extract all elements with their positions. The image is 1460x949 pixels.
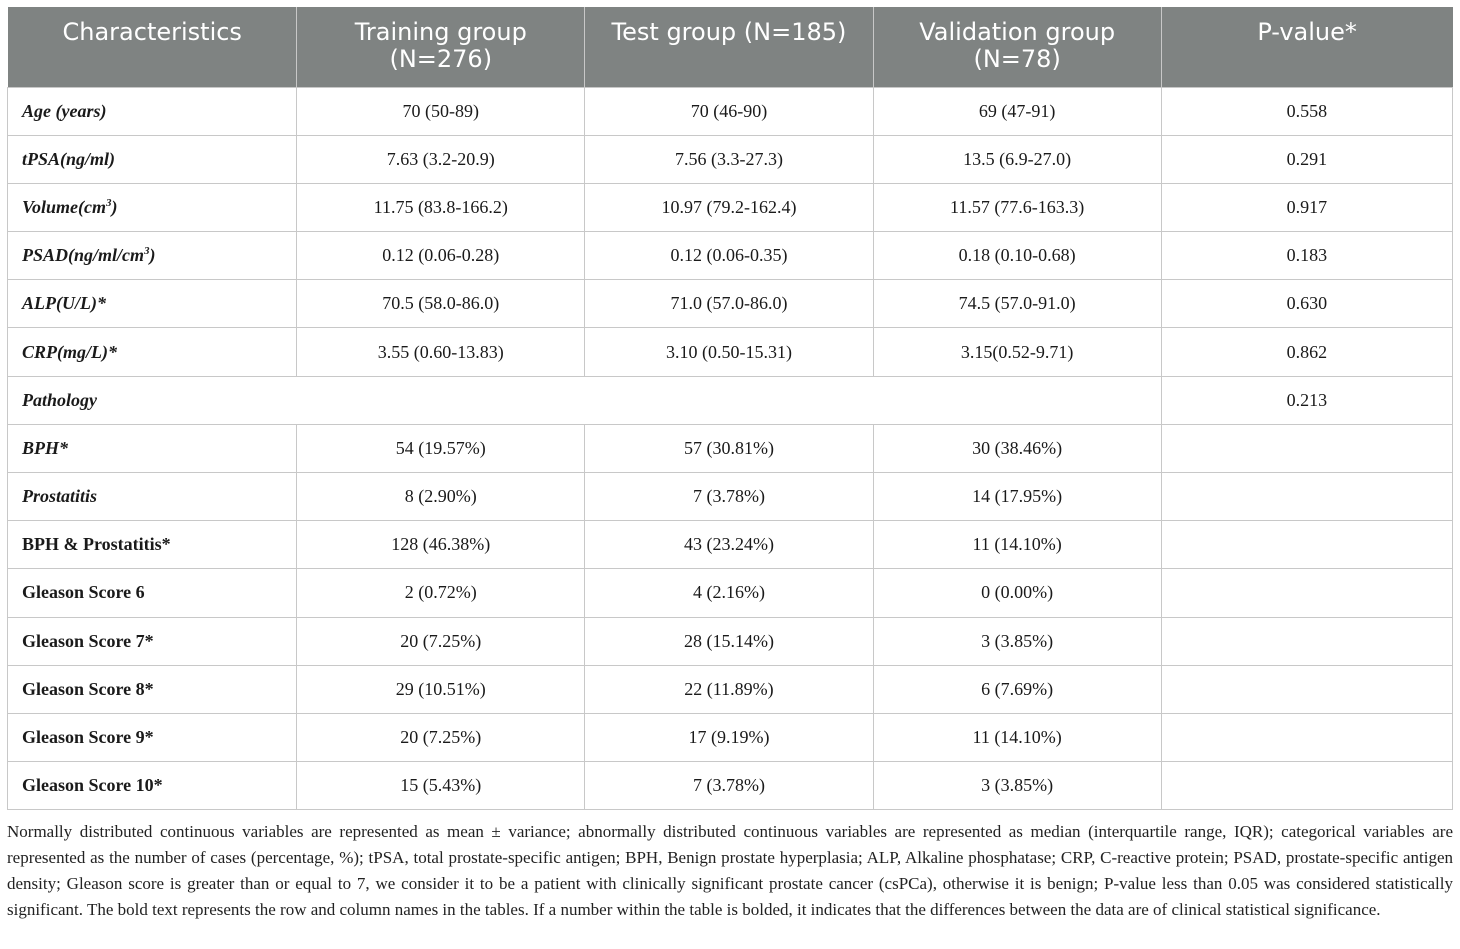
row-label: $Volume(cm^3)$ [8, 183, 297, 231]
cell-validation: 3 (3.85%) [873, 762, 1161, 810]
row-label: Gleason Score 9* [8, 713, 297, 761]
table-row [8, 473, 1453, 521]
table-row [8, 183, 1453, 231]
cell-validation: 6 (7.69%) [873, 665, 1161, 713]
row-label: Pathology [8, 376, 1162, 424]
cell-training: 20 (7.25%) [297, 617, 585, 665]
cell-training: 0.12 (0.06-0.28) [297, 232, 585, 280]
cell-test: 71.0 (57.0-86.0) [585, 280, 873, 328]
table-row [8, 713, 1453, 761]
cell-test: 70 (46-90) [585, 87, 873, 135]
cell-validation: 11.57 (77.6-163.3) [873, 183, 1161, 231]
cell-test: 57 (30.81%) [585, 424, 873, 472]
table-row-pathology [8, 376, 1453, 424]
cell-test: 28 (15.14%) [585, 617, 873, 665]
cell-p-value: 0.213 [1161, 376, 1452, 424]
table-body [8, 87, 1453, 810]
table-row [8, 569, 1453, 617]
cell-p-value [1161, 521, 1452, 569]
table-row [8, 328, 1453, 376]
cell-training: 15 (5.43%) [297, 762, 585, 810]
cell-training: 29 (10.51%) [297, 665, 585, 713]
cell-training: 3.55 (0.60-13.83) [297, 328, 585, 376]
cell-validation: 74.5 (57.0-91.0) [873, 280, 1161, 328]
cell-training: 128 (46.38%) [297, 521, 585, 569]
cell-p-value [1161, 617, 1452, 665]
table-footnote: Normally distributed continuous variables are represented as mean ± variance; abnormally distributed continuous variables are represented as median (interquartile range, IQR); categorical variables are represented as the number of cases (percentage, %); tPSA, total prostate-specific antigen; BPH, Benign prostate hyperplasia; ALP, Alkaline phosphatase; CRP, C-reactive protein; PSAD, prostate-specific antigen density; Gleason score is greater than or equal to 7, we consider it to be a patient with clinically significant prostate cancer (csPCa), otherwise it is benign; P-value less than 0.05 was considered statistically significant. The bold text represents the row and column names in the tables. If a number within the table is bolded, it indicates that the differences between the data are of clinical statistical significance. [7, 822, 1453, 919]
cell-test: 0.12 (0.06-0.35) [585, 232, 873, 280]
row-label: Prostatitis [8, 473, 297, 521]
table-row [8, 665, 1453, 713]
cell-training: 70 (50-89) [297, 87, 585, 135]
row-label: Gleason Score 6 [8, 569, 297, 617]
row-label: CRP(mg/L)* [8, 328, 297, 376]
cell-p-value [1161, 762, 1452, 810]
header-characteristics: Characteristics [8, 7, 297, 87]
table-row [8, 232, 1453, 280]
cell-test: 17 (9.19%) [585, 713, 873, 761]
cell-p-value: 0.862 [1161, 328, 1452, 376]
cell-validation: 0.18 (0.10-0.68) [873, 232, 1161, 280]
cell-test: 4 (2.16%) [585, 569, 873, 617]
table-header [8, 7, 1453, 87]
table-row [8, 521, 1453, 569]
cell-test: 7.56 (3.3-27.3) [585, 135, 873, 183]
table-row [8, 762, 1453, 810]
cell-validation: 14 (17.95%) [873, 473, 1161, 521]
row-label: $PSAD(ng/ml/cm^3)$ [8, 232, 297, 280]
cell-p-value [1161, 569, 1452, 617]
row-label: Gleason Score 8* [8, 665, 297, 713]
cell-validation: 0 (0.00%) [873, 569, 1161, 617]
cell-validation: 3.15(0.52-9.71) [873, 328, 1161, 376]
cell-p-value: 0.183 [1161, 232, 1452, 280]
cell-test: 7 (3.78%) [585, 762, 873, 810]
cell-validation: 13.5 (6.9-27.0) [873, 135, 1161, 183]
header-row [8, 7, 1453, 87]
cell-validation: 69 (47-91) [873, 87, 1161, 135]
table-row [8, 87, 1453, 135]
cell-training: 70.5 (58.0-86.0) [297, 280, 585, 328]
cell-training: 54 (19.57%) [297, 424, 585, 472]
header-training-group: Training group (N=276) [297, 7, 585, 87]
header-p-value: P-value* [1161, 7, 1452, 87]
cell-p-value: 0.558 [1161, 87, 1452, 135]
cell-p-value [1161, 473, 1452, 521]
table-row [8, 280, 1453, 328]
cell-p-value [1161, 665, 1452, 713]
cell-p-value: 0.630 [1161, 280, 1452, 328]
table-row [8, 617, 1453, 665]
row-label: Age (years) [8, 87, 297, 135]
cell-test: 7 (3.78%) [585, 473, 873, 521]
cell-test: 43 (23.24%) [585, 521, 873, 569]
row-label: Gleason Score 7* [8, 617, 297, 665]
row-label: BPH* [8, 424, 297, 472]
cell-validation: 30 (38.46%) [873, 424, 1161, 472]
cell-test: 22 (11.89%) [585, 665, 873, 713]
characteristics-table-container [7, 7, 1453, 810]
cell-validation: 3 (3.85%) [873, 617, 1161, 665]
header-test-group: Test group (N=185) [585, 7, 873, 87]
row-label: tPSA(ng/ml) [8, 135, 297, 183]
cell-test: 3.10 (0.50-15.31) [585, 328, 873, 376]
cell-validation: 11 (14.10%) [873, 521, 1161, 569]
cell-training: 7.63 (3.2-20.9) [297, 135, 585, 183]
table-row [8, 135, 1453, 183]
cell-p-value: 0.291 [1161, 135, 1452, 183]
characteristics-table [7, 7, 1453, 810]
cell-p-value [1161, 424, 1452, 472]
row-label: ALP(U/L)* [8, 280, 297, 328]
row-label: Gleason Score 10* [8, 762, 297, 810]
header-validation-group: Validation group (N=78) [873, 7, 1161, 87]
cell-validation: 11 (14.10%) [873, 713, 1161, 761]
cell-p-value: 0.917 [1161, 183, 1452, 231]
cell-training: 11.75 (83.8-166.2) [297, 183, 585, 231]
cell-p-value [1161, 713, 1452, 761]
cell-training: 2 (0.72%) [297, 569, 585, 617]
cell-training: 8 (2.90%) [297, 473, 585, 521]
cell-training: 20 (7.25%) [297, 713, 585, 761]
table-row [8, 424, 1453, 472]
row-label: BPH & Prostatitis* [8, 521, 297, 569]
cell-test: 10.97 (79.2-162.4) [585, 183, 873, 231]
